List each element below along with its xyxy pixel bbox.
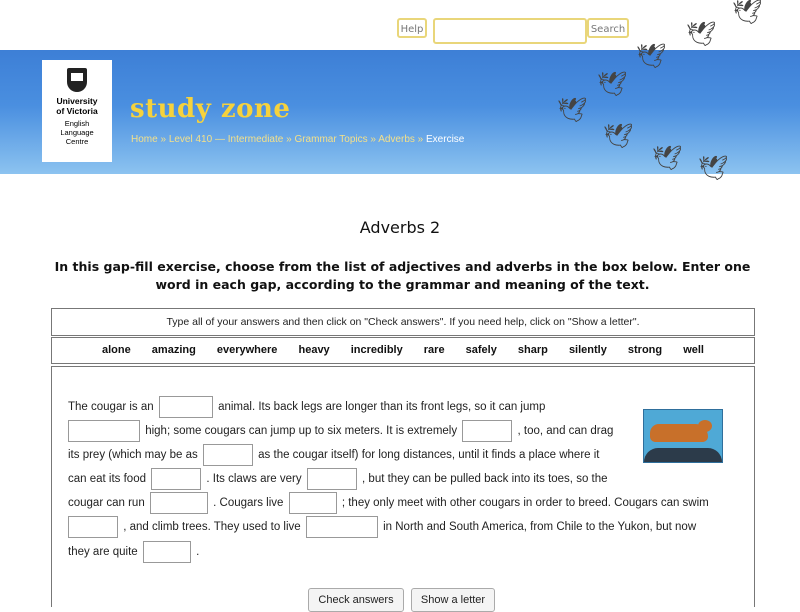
word-bank-item: rare — [423, 344, 445, 356]
site-title[interactable]: study zone — [130, 94, 291, 124]
gap-input-2[interactable] — [68, 420, 140, 442]
word-bank-item: sharp — [517, 344, 548, 356]
goose-icon: 🕊 — [652, 144, 683, 172]
logo-subtext: English Language Centre — [60, 119, 94, 146]
text-line: they are quite . — [68, 541, 199, 563]
goose-icon: 🕊 — [603, 122, 634, 150]
word-bank-item: heavy — [298, 344, 330, 356]
breadcrumb-adverbs[interactable]: Adverbs — [378, 134, 415, 145]
word-bank — [51, 337, 755, 364]
gap-input-1[interactable] — [159, 396, 213, 418]
text-line: its prey (which may be as as the cougar itself) for long distances, until it finds a place where it — [68, 444, 600, 466]
goose-icon: 🕊 — [636, 42, 667, 70]
gap-input-3[interactable] — [462, 420, 512, 442]
gap-input-7[interactable] — [150, 492, 208, 514]
word-bank-item: safely — [465, 344, 497, 356]
gap-input-6[interactable] — [307, 468, 357, 490]
word-bank-item: everywhere — [216, 344, 278, 356]
gap-input-9[interactable] — [68, 516, 118, 538]
gap-input-5[interactable] — [151, 468, 201, 490]
text-line: high; some cougars can jump up to six meters. It is extremely , too, and can drag — [68, 420, 613, 442]
check-answers-button[interactable]: Check answers — [308, 588, 404, 612]
exercise-intro: In this gap-fill exercise, choose from the list of adjectives and adverbs in the box below. Enter one word in each gap, according to the grammar and meaning of the text. — [54, 259, 751, 292]
breadcrumb: Home » Level 410 — Intermediate » Grammar Topics » Adverbs » Exercise — [131, 134, 465, 145]
goose-icon: 🕊 — [597, 70, 628, 98]
university-logo[interactable] — [42, 60, 112, 162]
logo-text: University of Victoria — [56, 96, 98, 116]
instructions-box: Type all of your answers and then click on "Check answers". If you need help, click on "Show a letter". — [51, 308, 755, 336]
word-bank-item: silently — [568, 344, 607, 356]
word-bank-item: well — [683, 344, 704, 356]
word-bank-item: incredibly — [350, 344, 403, 356]
search-input[interactable] — [433, 18, 587, 44]
gap-input-10[interactable] — [306, 516, 378, 538]
gap-input-11[interactable] — [143, 541, 191, 563]
breadcrumb-level[interactable]: Level 410 — Intermediate — [168, 134, 284, 145]
goose-icon: 🕊 — [732, 0, 763, 26]
gap-input-8[interactable] — [289, 492, 337, 514]
breadcrumb-grammar[interactable]: Grammar Topics — [294, 134, 368, 145]
word-bank-item: amazing — [151, 344, 196, 356]
help-button[interactable]: Help — [397, 18, 427, 38]
text-line: , and climb trees. They used to live in North and South America, from Chile to the Yukon, but now — [68, 516, 696, 538]
top-bar — [0, 0, 800, 50]
goose-icon: 🕊 — [698, 154, 729, 182]
search-button[interactable]: Search — [587, 18, 629, 38]
word-bank-item: alone — [102, 344, 131, 356]
page-title: Adverbs 2 — [359, 218, 441, 237]
cougar-image — [643, 409, 723, 463]
word-bank-item: strong — [627, 344, 663, 356]
text-line: The cougar is an animal. Its back legs are longer than its front legs, so it can jump — [68, 396, 545, 418]
text-line: cougar can run . Cougars live ; they only meet with other cougars in order to breed. Cougars can swim — [68, 492, 709, 514]
breadcrumb-home[interactable]: Home — [131, 134, 158, 145]
show-letter-button[interactable]: Show a letter — [411, 588, 495, 612]
breadcrumb-current: Exercise — [426, 134, 465, 145]
gap-input-4[interactable] — [203, 444, 253, 466]
goose-icon: 🕊 — [686, 20, 717, 48]
crest-icon — [67, 68, 87, 92]
goose-icon: 🕊 — [557, 96, 588, 124]
text-line: can eat its food . Its claws are very , but they can be pulled back into its toes, so the — [68, 468, 608, 490]
